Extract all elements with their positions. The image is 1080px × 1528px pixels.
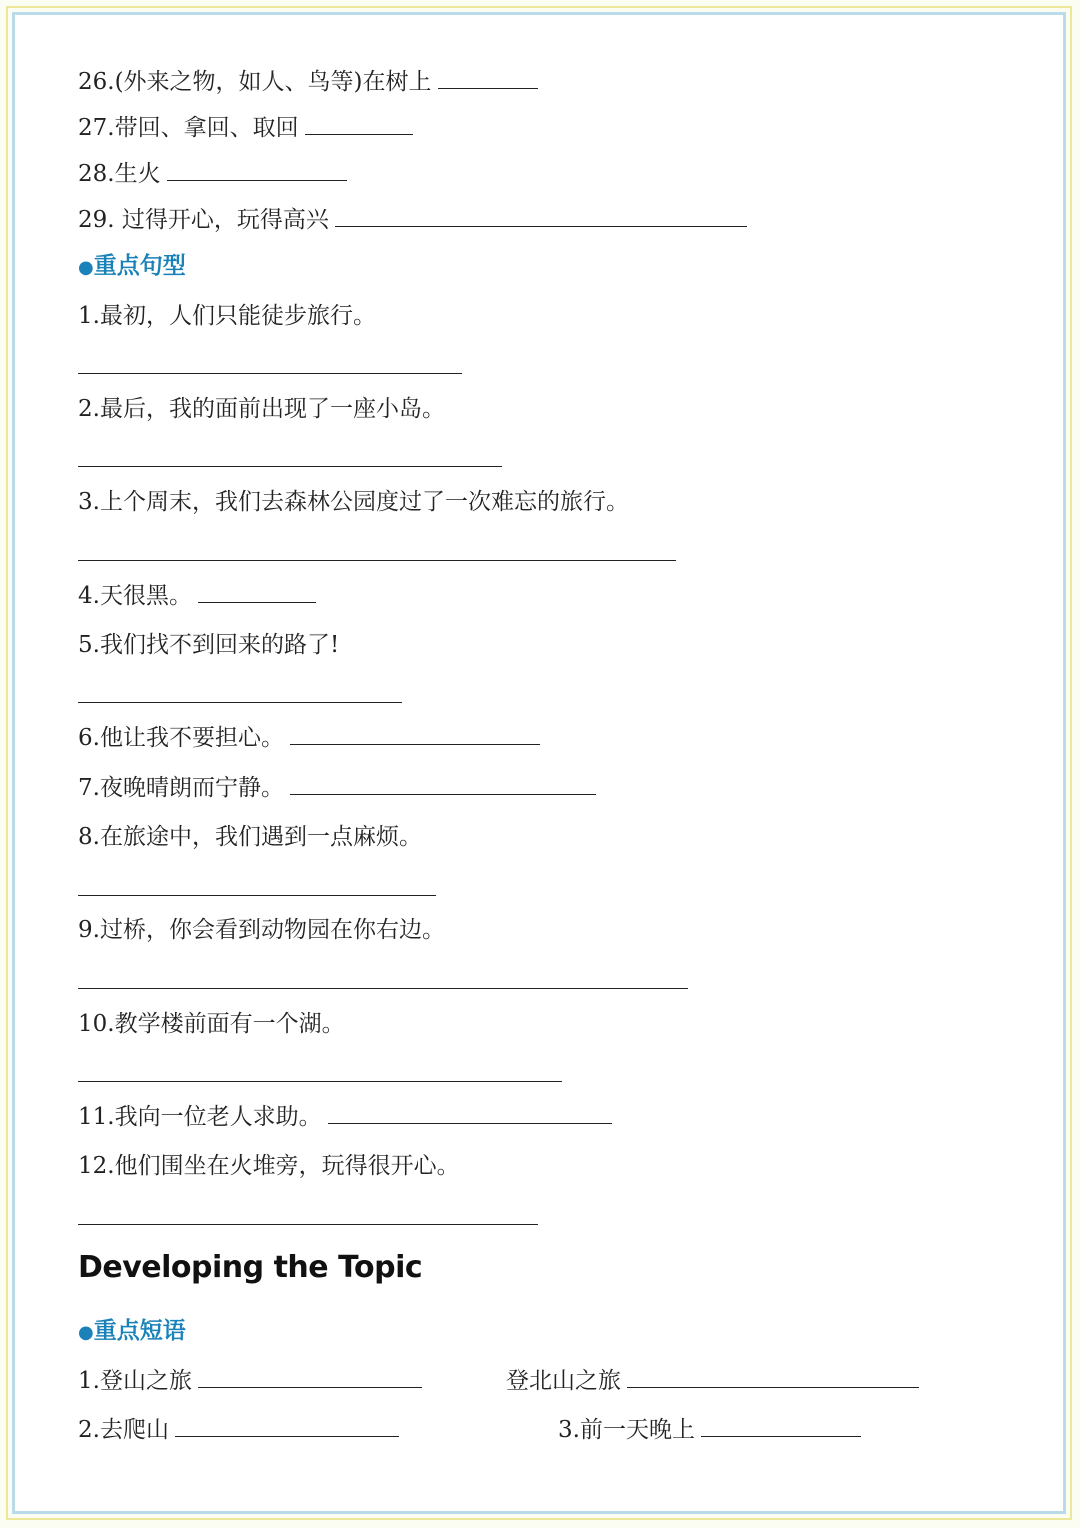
answer-blank[interactable]	[701, 1416, 861, 1437]
sentence-text: 11.我向一位老人求助。	[78, 1104, 322, 1130]
sentence-item-12	[78, 1152, 460, 1180]
page-frame-inner	[12, 12, 1066, 1514]
phrase-item-26	[78, 68, 538, 96]
answer-blank[interactable]	[290, 724, 540, 745]
phrase-item-29	[78, 206, 747, 234]
heading-text: 重点短语	[93, 1318, 186, 1344]
answer-blank[interactable]	[627, 1367, 919, 1388]
answer-line-3[interactable]	[78, 560, 676, 561]
phrase-text: 29. 过得开心，玩得高兴	[78, 207, 329, 233]
sentence-item-3	[78, 488, 629, 516]
sentence-item-2	[78, 395, 445, 423]
sentence-item-10	[78, 1010, 345, 1038]
sentence-item-7	[78, 774, 596, 802]
sentence-text: 1.最初，人们只能徒步旅行。	[78, 303, 376, 329]
answer-line-8[interactable]	[78, 895, 436, 896]
sentence-item-9	[78, 916, 445, 944]
phrase-text: 2.去爬山	[78, 1417, 169, 1443]
phrase-item-1	[78, 1367, 422, 1395]
section-heading-sentences	[78, 252, 186, 282]
bullet-icon: ●	[78, 1322, 94, 1343]
phrase-item-2	[78, 1416, 399, 1444]
section-title: Developing the Topic	[78, 1250, 423, 1285]
phrase-item-27	[78, 114, 413, 142]
phrase-item-1b	[506, 1367, 919, 1395]
answer-blank[interactable]	[335, 206, 747, 227]
sentence-text: 2.最后，我的面前出现了一座小岛。	[78, 396, 445, 422]
sentence-text: 5.我们找不到回来的路了!	[78, 632, 340, 658]
answer-blank[interactable]	[198, 582, 316, 603]
sentence-item-6	[78, 724, 540, 752]
answer-blank[interactable]	[290, 774, 596, 795]
phrase-text: 3.前一天晚上	[558, 1417, 695, 1443]
section-heading-phrases	[78, 1317, 186, 1347]
answer-line-10[interactable]	[78, 1081, 562, 1082]
phrase-text: 1.登山之旅	[78, 1368, 192, 1394]
sentence-text: 9.过桥，你会看到动物园在你右边。	[78, 917, 445, 943]
sentence-text: 6.他让我不要担心。	[78, 725, 284, 751]
answer-line-5[interactable]	[78, 702, 402, 703]
answer-blank[interactable]	[175, 1416, 399, 1437]
sentence-item-4	[78, 582, 316, 610]
answer-line-9[interactable]	[78, 988, 688, 989]
answer-blank[interactable]	[167, 160, 347, 181]
answer-blank[interactable]	[305, 114, 413, 135]
phrase-text: 27.带回、拿回、取回	[78, 115, 299, 141]
sentence-text: 12.他们围坐在火堆旁，玩得很开心。	[78, 1153, 460, 1179]
answer-line-12[interactable]	[78, 1224, 538, 1225]
answer-blank[interactable]	[328, 1103, 612, 1124]
heading-text: 重点句型	[93, 253, 186, 279]
sentence-item-5	[78, 631, 339, 659]
answer-blank[interactable]	[198, 1367, 422, 1388]
phrase-item-28	[78, 160, 347, 188]
answer-line-2[interactable]	[78, 466, 502, 467]
sentence-text: 3.上个周末，我们去森林公园度过了一次难忘的旅行。	[78, 489, 629, 515]
sentence-text: 10.教学楼前面有一个湖。	[78, 1011, 345, 1037]
sentence-item-8	[78, 823, 422, 851]
sentence-item-1	[78, 302, 376, 330]
sentence-text: 7.夜晚晴朗而宁静。	[78, 775, 284, 801]
sentence-text: 4.天很黑。	[78, 583, 192, 609]
phrase-text: 26.(外来之物，如人、鸟等)在树上	[78, 69, 432, 95]
sentence-item-11	[78, 1103, 612, 1131]
phrase-item-3	[558, 1416, 861, 1444]
phrase-text: 28.生火	[78, 161, 161, 187]
sentence-text: 8.在旅途中，我们遇到一点麻烦。	[78, 824, 422, 850]
answer-line-1[interactable]	[78, 373, 462, 374]
phrase-text: 登北山之旅	[506, 1368, 621, 1394]
answer-blank[interactable]	[438, 68, 538, 89]
bullet-icon: ●	[78, 257, 94, 278]
